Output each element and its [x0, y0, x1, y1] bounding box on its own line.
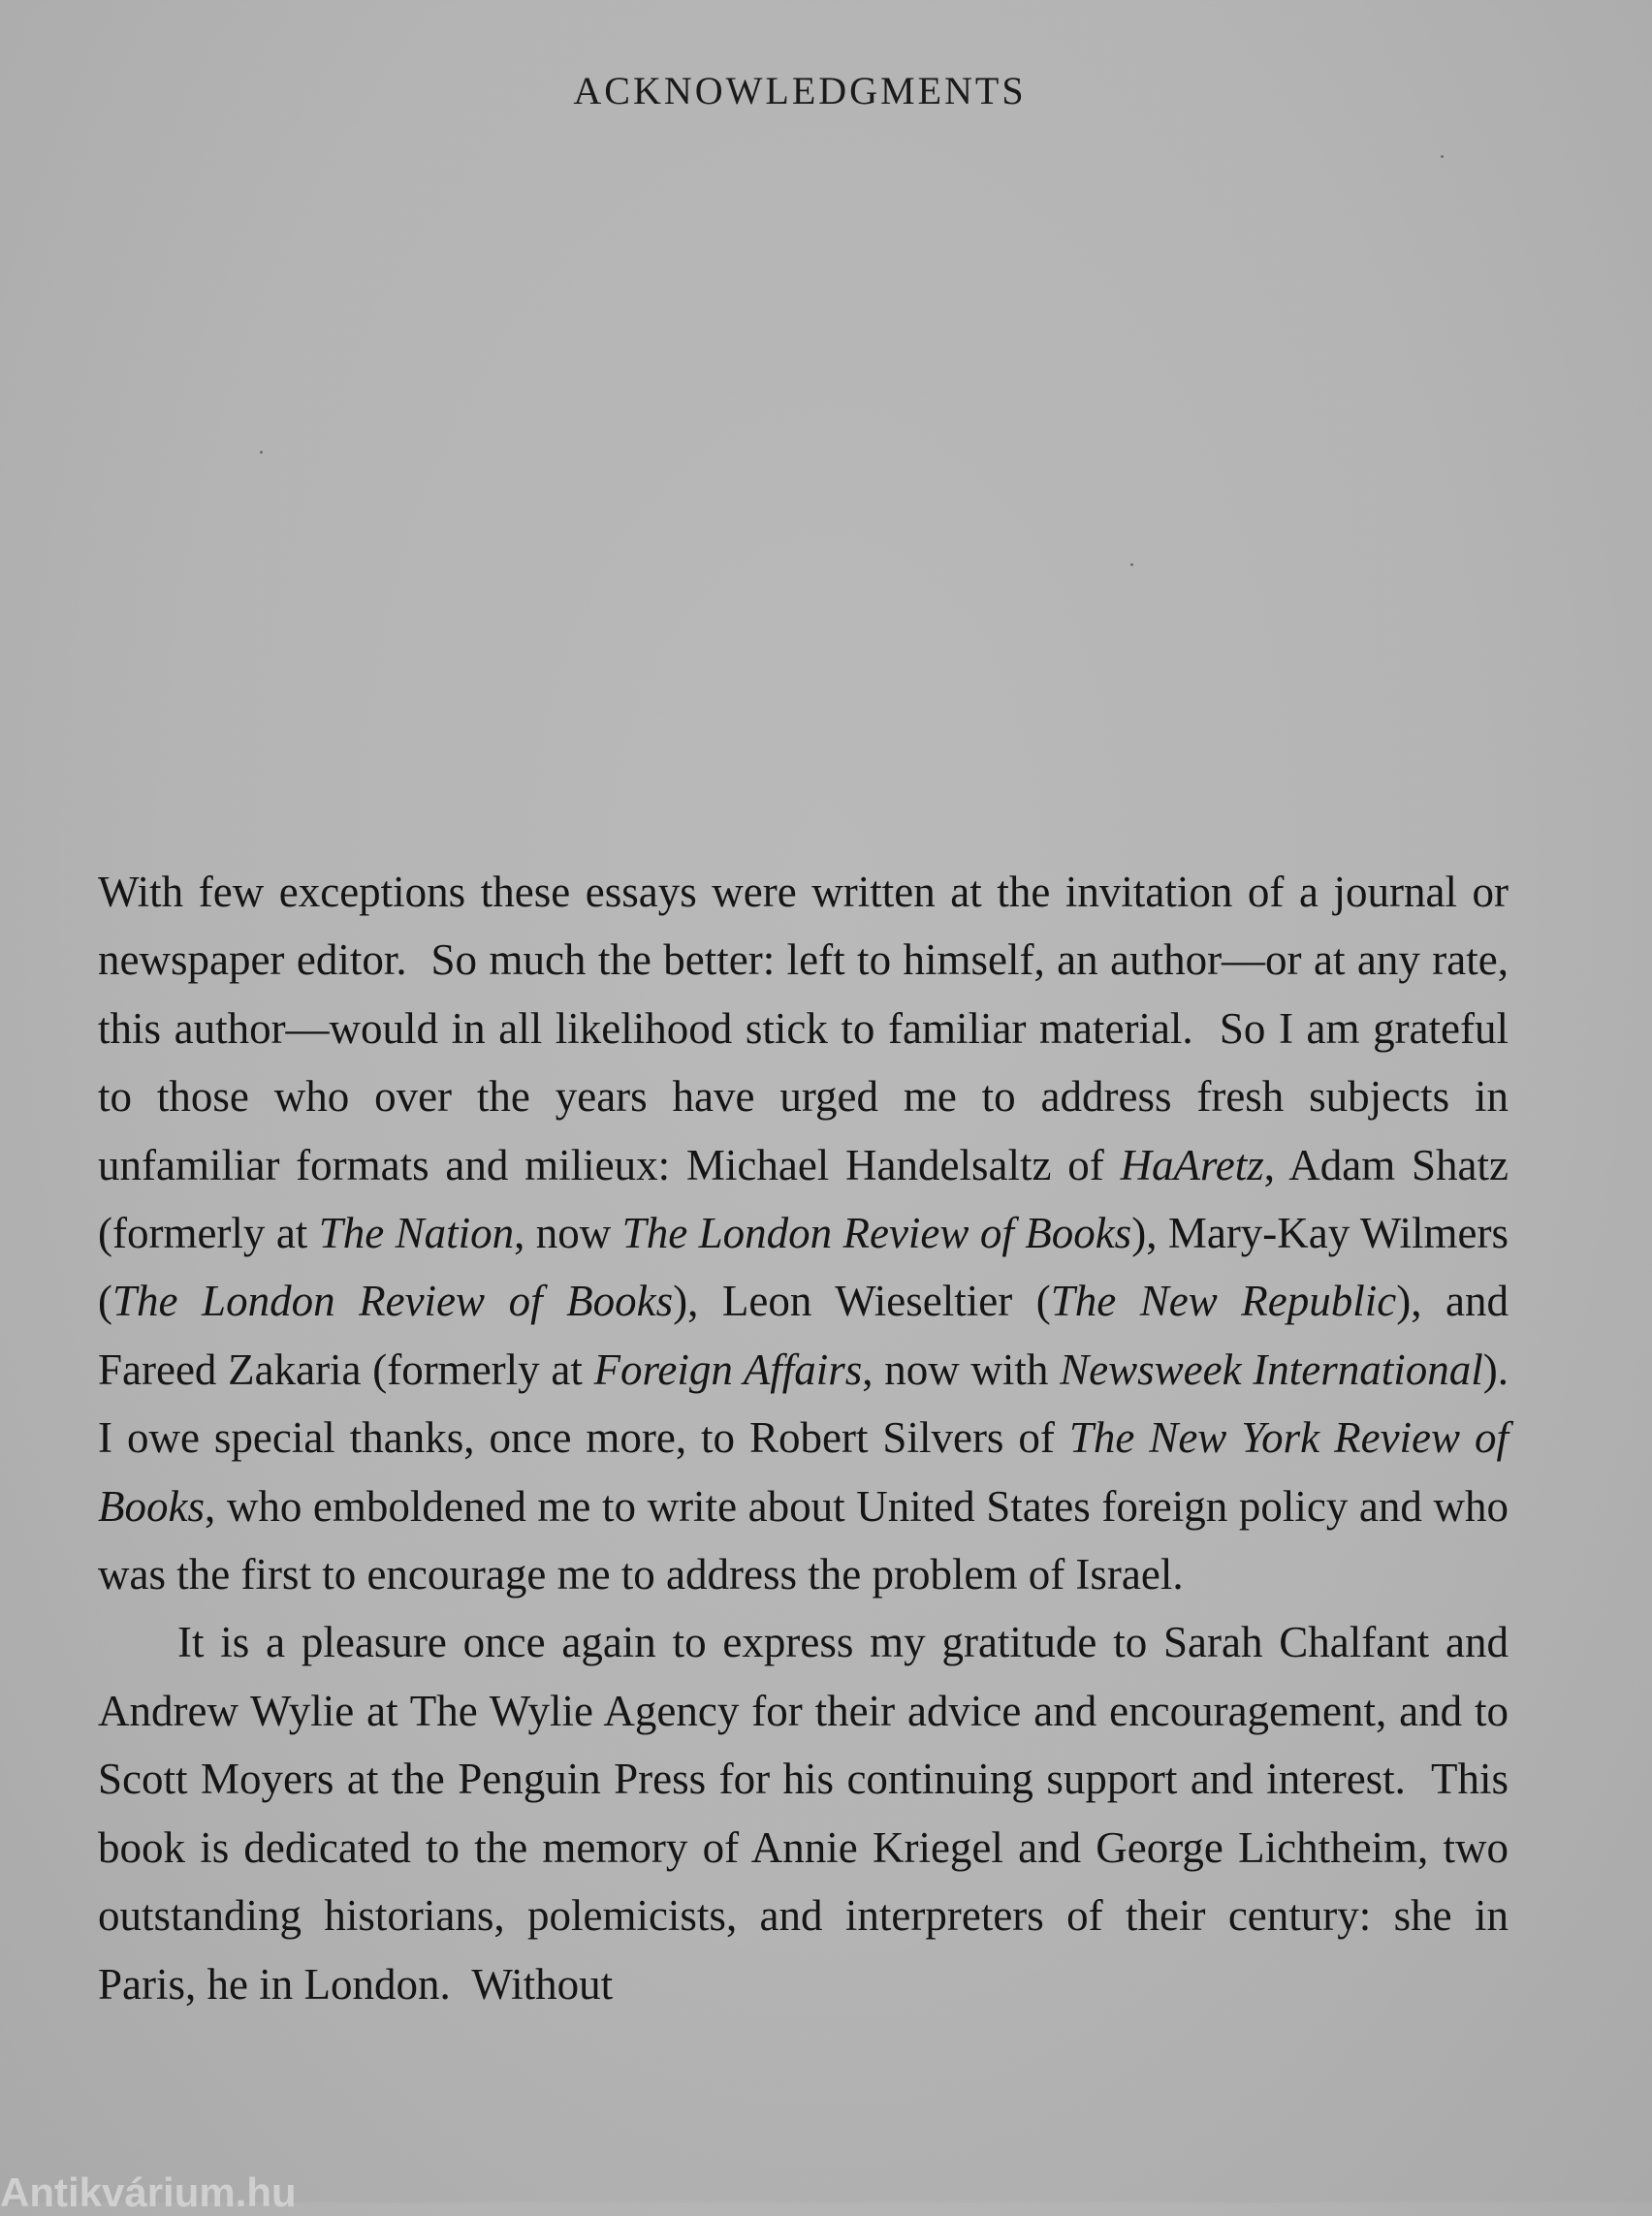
publication-title: The Nation	[318, 1209, 515, 1258]
text-segment: With few exceptions these essays were written at the invitation of a journal or newspaper editor. So much the better: left to himself, an author—or at any rate, this author—would in all likelihood stick to familiar material. So I am grateful to those who over the years have urged me to address fresh subjects in unfamiliar formats and milieux: Michael Handelsaltz of	[98, 868, 1509, 1189]
publication-title: Foreign Affairs	[593, 1345, 863, 1394]
dust-speck	[260, 451, 263, 454]
text-segment: , who emboldened me to write about United States foreign policy and who was the first to encourage me to address the problem of Israel.	[98, 1481, 1509, 1599]
text-segment: , now	[514, 1209, 622, 1258]
text-segment: ), Leon Wieseltier (	[673, 1277, 1051, 1326]
text-segment: , Adam Shatz (formerly at	[98, 1140, 1509, 1258]
publication-title: The London Review of Books	[112, 1277, 674, 1326]
publication-title: The New York Review of Books	[98, 1413, 1509, 1531]
publication-title: Newsweek International	[1060, 1345, 1483, 1394]
text-segment: ), and Fareed Zakaria (formerly at	[98, 1277, 1509, 1394]
text-segment: , now with	[862, 1345, 1061, 1394]
publication-title: The New Republic	[1050, 1277, 1397, 1326]
body-text	[98, 858, 1509, 2018]
paragraph-2	[98, 1608, 1509, 2017]
paragraph-1	[98, 858, 1509, 1608]
dust-speck	[1130, 563, 1133, 566]
text-segment: ). I owe special thanks, once more, to Robert Silvers of	[98, 1345, 1509, 1463]
publication-title: The London Review of Books	[621, 1209, 1132, 1258]
text-segment: It is a pleasure once again to express my gratitude to Sarah Chalfant and Andrew Wylie at The Wylie Agency for their advice and encouragement, and to Scott Moyers at the Penguin Press for his continuing support and interest. This book is dedicated to the memory of Annie Kriegel and George Lichtheim, two outstanding historians, polemicists, and interpreters of their century: she in Paris, he in London. Without	[98, 1618, 1509, 2009]
running-head: ACKNOWLEDGMENTS	[573, 69, 1027, 112]
publication-title: HaAretz	[1120, 1140, 1264, 1189]
text-segment: ), Mary-Kay Wilmers (	[98, 1209, 1509, 1326]
watermark-logo: Antikvárium.hu	[0, 2169, 297, 2215]
dust-speck	[1441, 155, 1444, 158]
